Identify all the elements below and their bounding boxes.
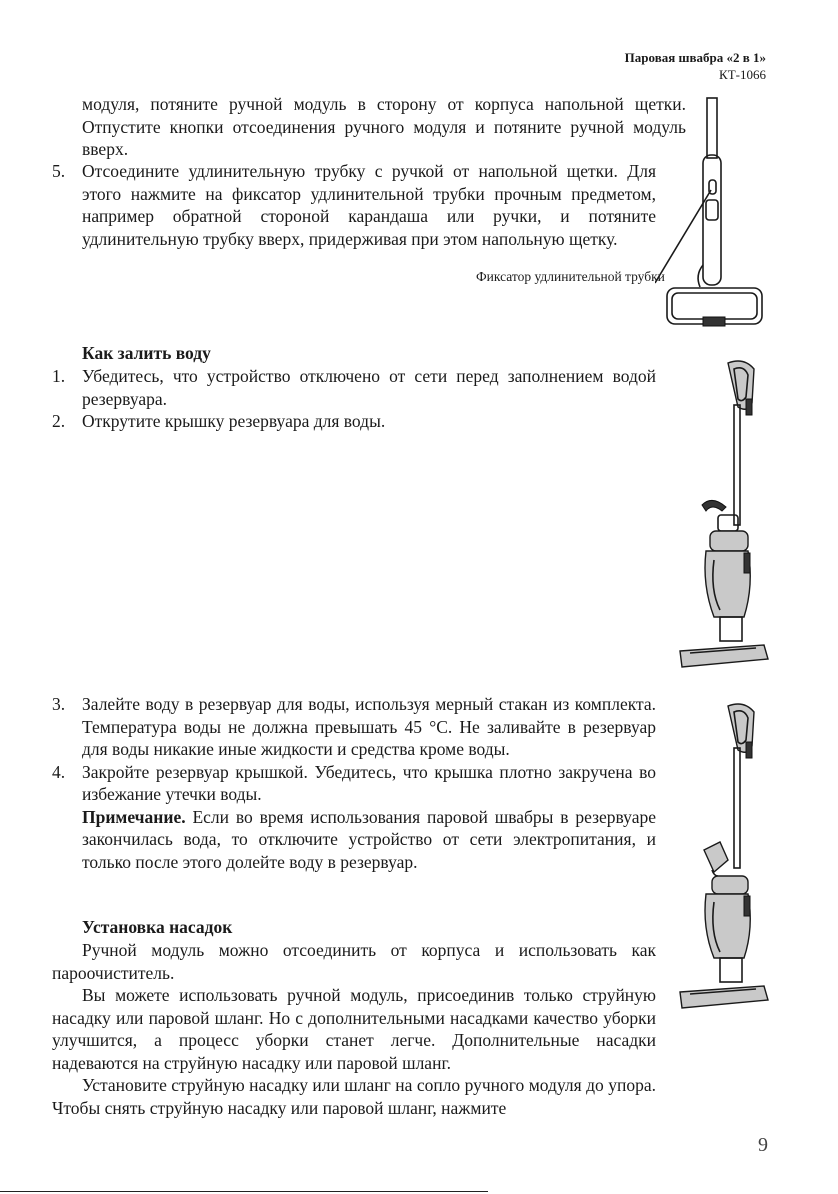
fill-water-list [52,365,656,433]
fill-water-heading: Как залить воду [82,343,211,363]
header-model: КТ-1066 [719,67,766,82]
note [52,806,656,874]
fill-water-step-3-text: Залейте воду в резервуар для воды, используя мерный стакан из комплекта. Температура воды не должна превышать 45 °С. Не заливайте в резервуар для воды никакие иные жидкости и средства кроме воды. [82,694,656,759]
fill-water-step-3-number: 3. [52,694,66,714]
fill-water-step-2 [52,410,656,433]
page-number: 9 [758,1134,768,1156]
note-label: Примечание. [82,806,186,827]
figure-1-caption: Фиксатор удлинительной трубки [476,269,665,284]
attachments-text [52,939,656,1119]
step-5 [52,160,656,250]
figure-2-mop-image [672,355,772,675]
figure-1-mop-image [655,95,775,335]
attachments-heading: Установка насадок [82,917,233,937]
footer-rule [0,1191,488,1192]
figure-3-mop-image [672,700,772,1010]
step-5-number: 5. [52,161,66,181]
note-text: Если во время использования паровой швабры в резервуаре закончилась вода, то отключите устройство от сети электропитания, и только после этого долейте воду в резервуар. [82,806,656,872]
fill-water-step-4-number: 4. [52,761,66,782]
attachments-paragraph-3: Установите струйную насадку или шланг на сопло ручного модуля до упора. Чтобы снять струйную насадку или паровой шланг, нажмите [52,1075,656,1118]
fill-water-step-1-text: Убедитесь, что устройство отключено от сети перед заполнением водой резервуара. [82,366,656,409]
fill-water-step-4-text: Закройте резервуар крышкой. Убедитесь, что крышка плотно закручена во избежание утечки воды. [82,761,656,804]
fill-water-list-continued [52,693,656,873]
fill-water-step-4 [52,761,656,806]
fill-water-step-1-number: 1. [52,366,66,386]
fill-water-step-2-text: Открутите крышку резервуара для воды. [82,411,386,431]
attachments-paragraph-1: Ручной модуль можно отсоединить от корпуса и использовать как пароочиститель. [52,940,656,983]
fill-water-step-1 [52,365,656,410]
fill-water-step-3 [52,693,656,761]
fill-water-step-2-number: 2. [52,411,66,431]
attachments-paragraph-2: Вы можете использовать ручной модуль, присоединив только струйную насадку или паровой шланг. Но с дополнительными насадками качество уборки улучшится, а процесс уборки станет легче. Дополнительные насадки надеваются на струйную насадку или паровой шланг. [52,985,656,1073]
step-5-text: Отсоедините удлинительную трубку с ручкой от напольной щетки. Для этого нажмите на фиксатор удлинительной трубки прочным предметом, например обратной стороной карандаша или ручки, и потяните удлинительную трубку вверх, придерживая при этом напольную щетку. [82,161,656,249]
header-title: Паровая швабра «2 в 1» [624,50,766,65]
intro-paragraph: модуля, потяните ручной модуль в сторону от корпуса напольной щетки. Отпустите кнопки отсоединения ручного модуля и потяните ручной модуль вверх. [82,94,686,159]
